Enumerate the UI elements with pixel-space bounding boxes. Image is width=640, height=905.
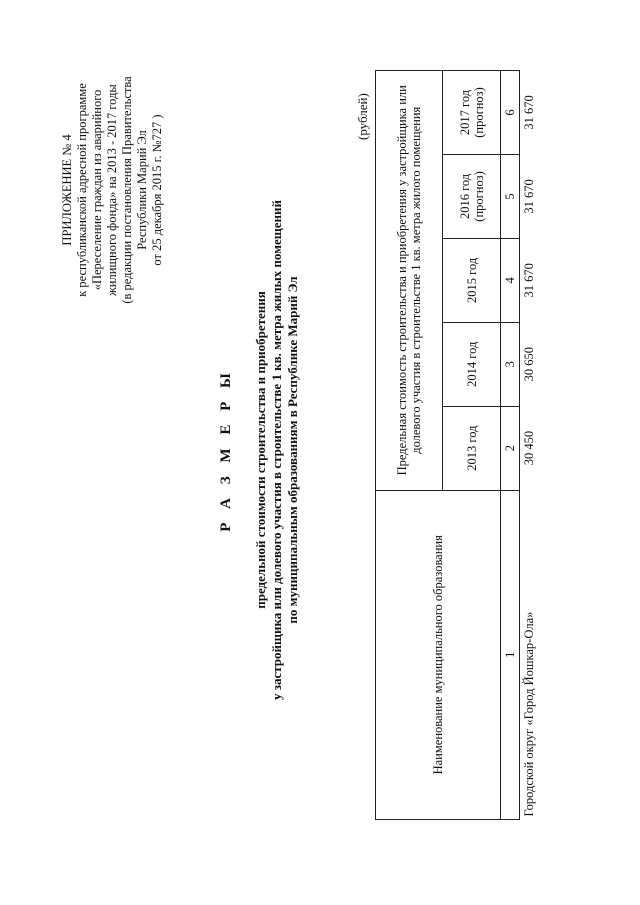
appendix-line-5: Республики Марий Эл bbox=[135, 130, 149, 250]
col-name-header: Наименование муниципального образования bbox=[376, 490, 501, 819]
municipality-name: Городской округ «Город Йошкар-Ола» bbox=[522, 611, 536, 817]
appendix-line-2: «Переселение граждан из аварийного bbox=[90, 89, 104, 291]
year-header: 2016 год (прогноз) bbox=[443, 154, 501, 238]
appendix-title: ПРИЛОЖЕНИЕ № 4 bbox=[60, 134, 74, 246]
year-header: 2015 год bbox=[443, 238, 501, 322]
cost-value: 30 450 bbox=[522, 430, 536, 466]
group-header: Предельная стоимость строительства и приобретения у застройщика или долевого участия в строительстве 1 кв. метра жилого помещения bbox=[376, 71, 443, 491]
cost-value: 30 650 bbox=[522, 347, 536, 382]
appendix-line-1: к республиканской адресной программе bbox=[75, 83, 89, 297]
year-header: 2013 год bbox=[443, 406, 501, 490]
column-number: 3 bbox=[501, 322, 520, 406]
appendix-line-4: (в редакции постановления Правительства bbox=[120, 76, 134, 304]
cost-value: 31 670 bbox=[522, 263, 536, 298]
year-header: 2017 год (прогноз) bbox=[443, 71, 501, 155]
column-number: 2 bbox=[501, 406, 520, 490]
column-number: 1 bbox=[501, 490, 520, 819]
appendix-line-3: жилищного фонда» на 2013 - 2017 годы bbox=[105, 84, 119, 296]
cost-value: 31 670 bbox=[522, 95, 536, 130]
column-number: 5 bbox=[501, 154, 520, 238]
column-number: 4 bbox=[501, 238, 520, 322]
appendix-block bbox=[60, 20, 165, 360]
heading-line-3: по муниципальным образованиям в Республике Марий Эл bbox=[285, 276, 300, 624]
document-heading bbox=[218, 60, 301, 840]
heading-title: Р А З М Е Р Ы bbox=[218, 368, 234, 532]
heading-line-1: предельной стоимости строительства и приобретения bbox=[253, 291, 268, 609]
cost-value: 31 670 bbox=[522, 179, 536, 214]
appendix-line-6: от 25 декабря 2015 г. №727 ) bbox=[150, 114, 164, 266]
column-number-row bbox=[501, 71, 520, 820]
rotated-document-page bbox=[50, 20, 590, 880]
table-row bbox=[520, 71, 539, 820]
year-header: 2014 год bbox=[443, 322, 501, 406]
cost-table bbox=[375, 70, 538, 820]
table-header-row-group bbox=[376, 71, 443, 820]
unit-label: (рублей) bbox=[355, 93, 370, 140]
heading-line-2: у застройщика или долевого участия в строительстве 1 кв. метра жилых помещений bbox=[269, 200, 284, 700]
column-number: 6 bbox=[501, 71, 520, 155]
